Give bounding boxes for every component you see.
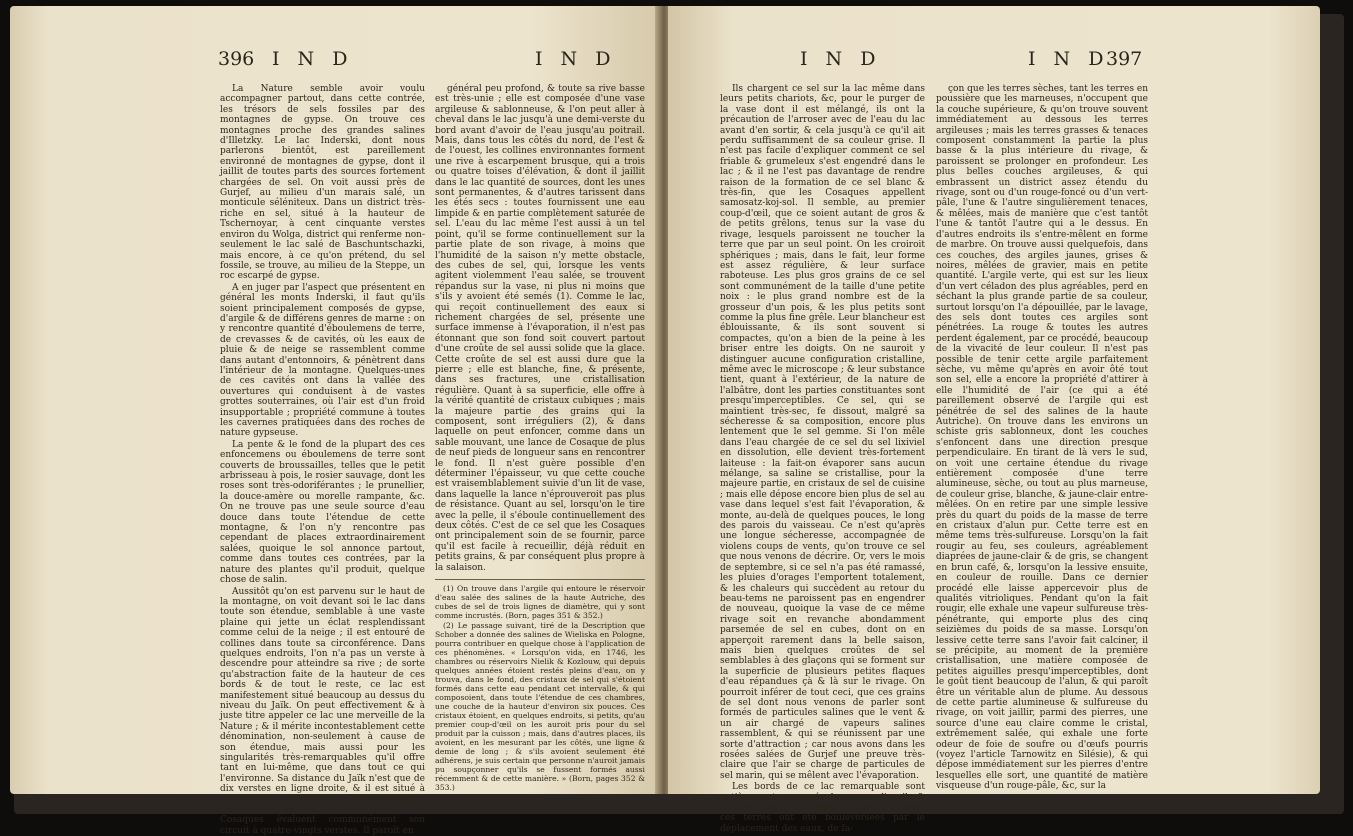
footnote: (2) Le passage suivant, tiré de la Description que Schober a donnée des salines de Wieliska en Pologne, pourra contribuer en quelque chose à l'application de ces phénomènes. « Lorsqu'on vida, en 1746, les chambres ou réservoirs Nielik & Kozlouw, qui depuis quelques années étoient restés pleins d'eau, on y trouva, dans le fond, des cristaux de sel qui s'étoient formés dans cette eau pendant cet intervalle, & qui composoient, dans toute l'étendue de ces chambres, une couche de la hauteur d'environ six pouces. Ces cristaux étoient, en quelques endroits, si petits, qu'au premier coup-d'œil on les auroit pris pour du sel produit par la cuisson ; mais, dans d'autres places, ils avoient, en les mesurant par les côtés, une ligne & demie de long ; & s'ils avoient seulement été adhérens, je suis certain que personne n'auroit jamais pu soupçonner qu'ils se fussent formés aussi récemment & de cette manière. » (Born, pages 352 & 353.) <box>435 621 645 792</box>
right-column-2 <box>936 84 1148 784</box>
paragraph: Ils chargent ce sel sur la lac même dans leurs petits chariots, &c, pour le purger de la vase dont il est mélangé, ils ont la précaution de l'arroser avec de l'eau du lac avant d'en sortir, & cela jusqu'à ce qu'il ait perdu suffisamment de sa couleur grise. Il n'est pas facile d'expliquer comment ce sel friable & grumeleux s'est engendré dans le lac ; & il ne l'est pas davantage de rendre raison de la formation de ce sel blanc & très-fin, que les Cosaques appellent samosatz-koj-sol. Il semble, au premier coup-d'œil, que ce soient autant de gros & de petits grêlons, tenus sur la vase du rivage, lesquels paroissent ne toucher la terre que par un seul point. On les croiroit sphériques ; mais, dans le fait, leur forme est assez régulière, & leur surface raboteuse. Les plus gros grains de ce sel sont communément de la taille d'une petite noix : le plus grand nombre est de la grosseur d'un pois, & les plus petits sont comme la plus fine grêle. Leur blancheur est éblouissante, & ils sont souvent si compactes, qu'on a bien de la peine à les briser entre les doigts. On ne sauroit y distinguer aucune configuration cristalline, même avec le microscope ; & leur substance tient, quant à l'extérieur, de la nature de l'albâtre, dont les parties constituantes sont presqu'imperceptibles. Ce sel, qui se maintient très-sec, fe dissout, malgré sa sécheresse & sa composition, encore plus lentement que le sel gemme. Si l'on mêle dans l'eau chargée de ce sel du sel lixiviel en dissolution, elle devient très-fortement laiteuse : la fait-on évaporer sans aucun mélange, sa saline se cristallise, pour la majeure partie, en cristaux de sel de cuisine ; mais elle dépose encore bien plus de sel au vase dans lequel s'est fait l'évaporation, & monte, au-delà de quelques pouces, le long des parois du vaisseau. Ce n'est qu'après une longue sécheresse, accompagnée de violens coups de vents, qu'on trouve ce sel que nous venons de décrire. Or, vers le mois de septembre, si ce sel n'a pas été ramassé, les pluies d'orages l'emportent totalement, & les chaleurs qui succèdent au retour du beau-tems ne paroissent pas en engendrer de nouveau, quoique la vase de ce même rivage soit en revanche abondamment parsemée de sel en cubes, dont on en apperçoit rarement dans la belle saison, mais bien quelques croûtes de sel semblables à des glaçons qui se forment sur la superficie de plusieurs petites flaques d'eau répandues çà & là sur le rivage. On pourroit inférer de tout ceci, que ces grains de sel dont nous venons de parler sont formés de particules salines que le vent & un air chargé de vapeurs salines rassemblent, & qui se réunissent par une sorte d'attraction ; car nous avons dans les rosées salées de Gurjef une preuve très-claire que l'air se charge de particules de sel marin, qui se mêlent avec l'évaporation. <box>720 84 925 781</box>
paragraph: çon que les terres sèches, tant les terres en poussière que les marneuses, n'occupent que la couche supérieure, & qu'on trouve souvent immédiatement au dessous les terres argileuses ; mais les terres grasses & tenaces composent constamment la partie la plus basse & la plus intérieure du rivage, & paroissent se prolonger en profondeur. Les plus belles couches argileuses, & qui embrassent un district assez étendu du rivage, sont ou d'un rouge-foncé ou d'un vert-pâle, l'une & l'autre singulièrement tenaces, & mêlées, mais de manière que c'est tantôt l'une & tantôt l'autre qui a le dessus. En d'autres endroits ils s'entre-mêlent en forme de marbre. On trouve aussi quelquefois, dans ces couches, des argiles jaunes, grises & noires, mêlées de gravier, mais en petite quantité. L'argile verte, qui est sur les lieux d'un vert céladon des plus agréables, perd en séchant la plus grande partie de sa couleur, surtout lorsqu'on l'a dépouillée, par le lavage, des sels dont toutes ces argiles sont pénétrées. La rouge & toutes les autres perdent également, par ce procédé, beaucoup de la vivacité de leur couleur. Il n'est pas possible de tenir cette argile parfaitement sèche, vu même qu'après en avoir ôté tout son sel, elle a encore la propriété d'attirer à elle l'humidité de l'air (ce qui a été pareillement observé de l'argile qui est pénétrée de sel des salines de la haute Autriche). On trouve dans les environs un schiste gris sablonneux, dont les couches s'enfoncent dans une direction presque perpendiculaire. En tirant de là vers le sud, on voit une certaine étendue du rivage entièrement composée d'une terre alumineuse, sèche, ou tout au plus marneuse, de couleur grise, blanche, & jaune-clair entre-mêlées. On en retire par une simple lessive près du quart du poids de la masse de terre en cristaux d'alun pur. Cette terre est en même tems très-sulfureuse. Lorsqu'on la fait rougir au feu, ses couleurs, agréablement diaprées de jaune-clair & de gris, se changent en brun café, &, lorsqu'on la lessive ensuite, en couleur de rouille. Dans ce dernier procédé elle laisse appercevoir plus de qualités vitrioliques. Pendant qu'on la fait rougir, elle exhale une vapeur sulfureuse très-pénétrante, qui emporte plus des cinq seizièmes du poids de sa masse. Lorsqu'on lessive cette terre sans l'avoir fait calciner, il se précipite, au moment de la première cristallisation, une matière composée de petites aiguilles presqu'imperceptibles, dont le goût tient beaucoup de l'alun, & qui paroît être un véritable alun de plume. Au dessous de cette partie alumineuse & sulfureuse du rivage, on voit jaillir, parmi des pierres, une source d'une eau claire comme le cristal, extrêmement salée, qui exhale une forte odeur de foie de soufre ou d'œufs pourris (voyez l'article Tarnowitz en Silésie), & qui dépose immédiatement sur les pierres d'entre lesquelles elle sort, une quantité de matière visqueuse d'un rouge-pâle, &c, sur la <box>936 84 1148 792</box>
running-head: I N D <box>800 48 881 70</box>
running-head: I N D <box>272 48 353 70</box>
footnote: (1) On trouve dans l'argile qui entoure le réservoir d'eau salée des salines de la haute Autriche, des cubes de sel de trois lignes de diamètre, qui y sont comme incrustés. (Born, pages 351 & 352.) <box>435 584 645 620</box>
left-page-header <box>10 48 660 72</box>
paragraph: A en juger par l'aspect que présentent en général les monts Inderski, il faut qu'ils soient principalement composés de gypse, d'argile & de différens genres de marne : on y rencontre quantité d'éboulemens de terre, de crevasses & de cavités, où les eaux de pluie & de neige se rassemblent comme dans autant d'entonnoirs, & pénètrent dans l'intérieur de la montagne. Quelques-unes de ces cavités ont dans la vallée des ouvertures qui conduisent à de vastes grottes souterraines, où l'air est d'un froid insupportable ; propriété commune à toutes les cavernes pratiquées dans des roches de nature gypseuse. <box>220 283 425 439</box>
footnotes <box>435 579 645 792</box>
left-column-1 <box>220 84 425 784</box>
running-head: I N D <box>535 48 616 70</box>
paragraph: général peu profond, & toute sa rive basse est très-unie ; elle est composée d'une vase argileuse & sablonneuse, & l'on peut aller à cheval dans le lac jusqu'à une demi-verste du bord avant d'avoir de l'eau jusqu'au poitrail. Mais, dans tous les côtés du nord, de l'est & de l'ouest, les collines environnantes forment une rive à escarpement brusque, qui a trois ou quatre toises d'élévation, & dont il jaillit dans le lac quantité de sources, dont les unes sont permanentes, & d'autres tarissent dans les étés secs : toutes fournissent une eau limpide & en partie complètement saturée de sel. L'eau du lac même l'est aussi à un tel point, qu'il se forme continuellement sur la partie plate de son rivage, à moins que l'humidité de la saison n'y mette obstacle, des cubes de sel, qui, lorsque les vents agitent violemment l'eau salée, se trouvent répandus sur la vase, ni plus ni moins que s'ils y avoient été semés (1). Comme le lac, qui reçoit continuellement des eaux si richement chargées de sel, présente une surface immense à l'évaporation, il n'est pas étonnant que son fond soit couvert partout d'une croûte de sel aussi solide que la glace. Cette croûte de sel est aussi dure que la pierre ; elle est blanche, fine, & présente, dans ses fractures, une cristallisation régulière. Quant à sa superficie, elle offre à la vérité quantité de cristaux cubiques ; mais la majeure partie des grains qui la composent, sont irréguliers (2), & dans laquelle on peut enfoncer, comme dans un sable mouvant, une lance de Cosaque de plus de neuf pieds de longueur sans en rencontrer le fond. Il n'est guère possible d'en déterminer l'épaisseur, vu que cette couche est vraisemblablement suivie d'un lit de vase, dans laquelle la lance n'éprouveroit pas plus de résistance. Quant au sel, lorsqu'on le tire avec la pelle, il s'éboule continuellement des deux côtés. C'est de ce sel que les Cosaques ont principalement soin de se fournir, parce qu'il est facile à recueillir, déjà réduit en petits grains, & par conséquent plus propre à la salaison. <box>435 84 645 573</box>
page-number-left: 396 <box>218 48 254 70</box>
paragraph: Les bords de ce lac remarquable sont entièrement composés de marne, d'argile & d'autres terres de diverses couleurs : toutes ces terres ont été bouleversées par le déplacement des eaux, de fa- <box>720 782 925 834</box>
paragraph: La Nature semble avoir voulu accompagner partout, dans cette contrée, les trésors de sels fossiles par des montagnes de gypse. On trouve ces montagnes proche des grandes salines d'Illetzky. Le lac Inderski, dont nous parlerons bientôt, est pareillement environné de montagnes de gypse, dont il jaillit de toutes parts des sources fortement chargées de sel. On voit aussi près de Gurjef, au milieu d'un marais salé, un monticule séléniteux. Dans un district très-riche en sel, situé à la hauteur de Tschernoyar, à cent cinquante verstes environ du Wolga, district qui renferme non-seulement le lac salé de Baschuntschazki, mais encore, à ce qu'on prétend, du sel fossile, se trouve, au milieu de la Steppe, un roc escarpé de gypse. <box>220 84 425 282</box>
right-page <box>668 6 1320 794</box>
paragraph: La pente & le fond de la plupart des ces enfoncemens ou éboulemens de terre sont couverts de broussailles, telles que le petit arbrisseau à pois, le rosier sauvage, dont les roses sont très-odoriférantes ; le prunellier, la douce-amère ou morelle rampante, &c. On ne trouve pas une seule source d'eau douce dans toute l'étendue de cette montagne, & l'on n'y rencontre pas cependant de places extraordinairement salées, quoique le sol annonce partout, comme dans toutes ces contrées, par la nature des plantes qu'il produit, quelque chose de salin. <box>220 440 425 586</box>
left-page <box>10 6 660 794</box>
right-column-1 <box>720 84 925 784</box>
paragraph: Aussitôt qu'on est parvenu sur le haut de la montagne, on voit devant soi le lac dans toute son étendue, semblable à une vaste plaine qui jette un éclat resplendissant comme celui de la neige ; il est entouré de collines dans toute sa circonférence. Dans quelques endroits, l'on n'a pas un verste à descendre pour atteindre sa rive ; de sorte qu'abstraction faite de la hauteur de ces bords & de tout le reste, ce lac est manifestement situé beaucoup au dessus du niveau du Jaïk. On peut effectivement & à juste titre appeler ce lac une merveille de la Nature ; & il mérite incontestablement cette dénomination, non-seulement à cause de son étendue, mais aussi pour les singularités très-remarquables qu'il offre tant en lui-même, que dans tout ce qui l'environne. Sa distance du Jaïk n'est que de dix verstes en ligne droite, & il est situé à trois cents verstes de Jaïzkoi-Gorodok, directement au sud de cette place. Les Cosaques évaluent communément son circuit à quatre-vingts verstes. Il paroît en <box>220 587 425 836</box>
right-page-header <box>668 48 1320 72</box>
page-number-right: 397 <box>1106 48 1142 70</box>
left-column-2 <box>435 84 645 784</box>
running-head: I N D <box>1028 48 1109 70</box>
